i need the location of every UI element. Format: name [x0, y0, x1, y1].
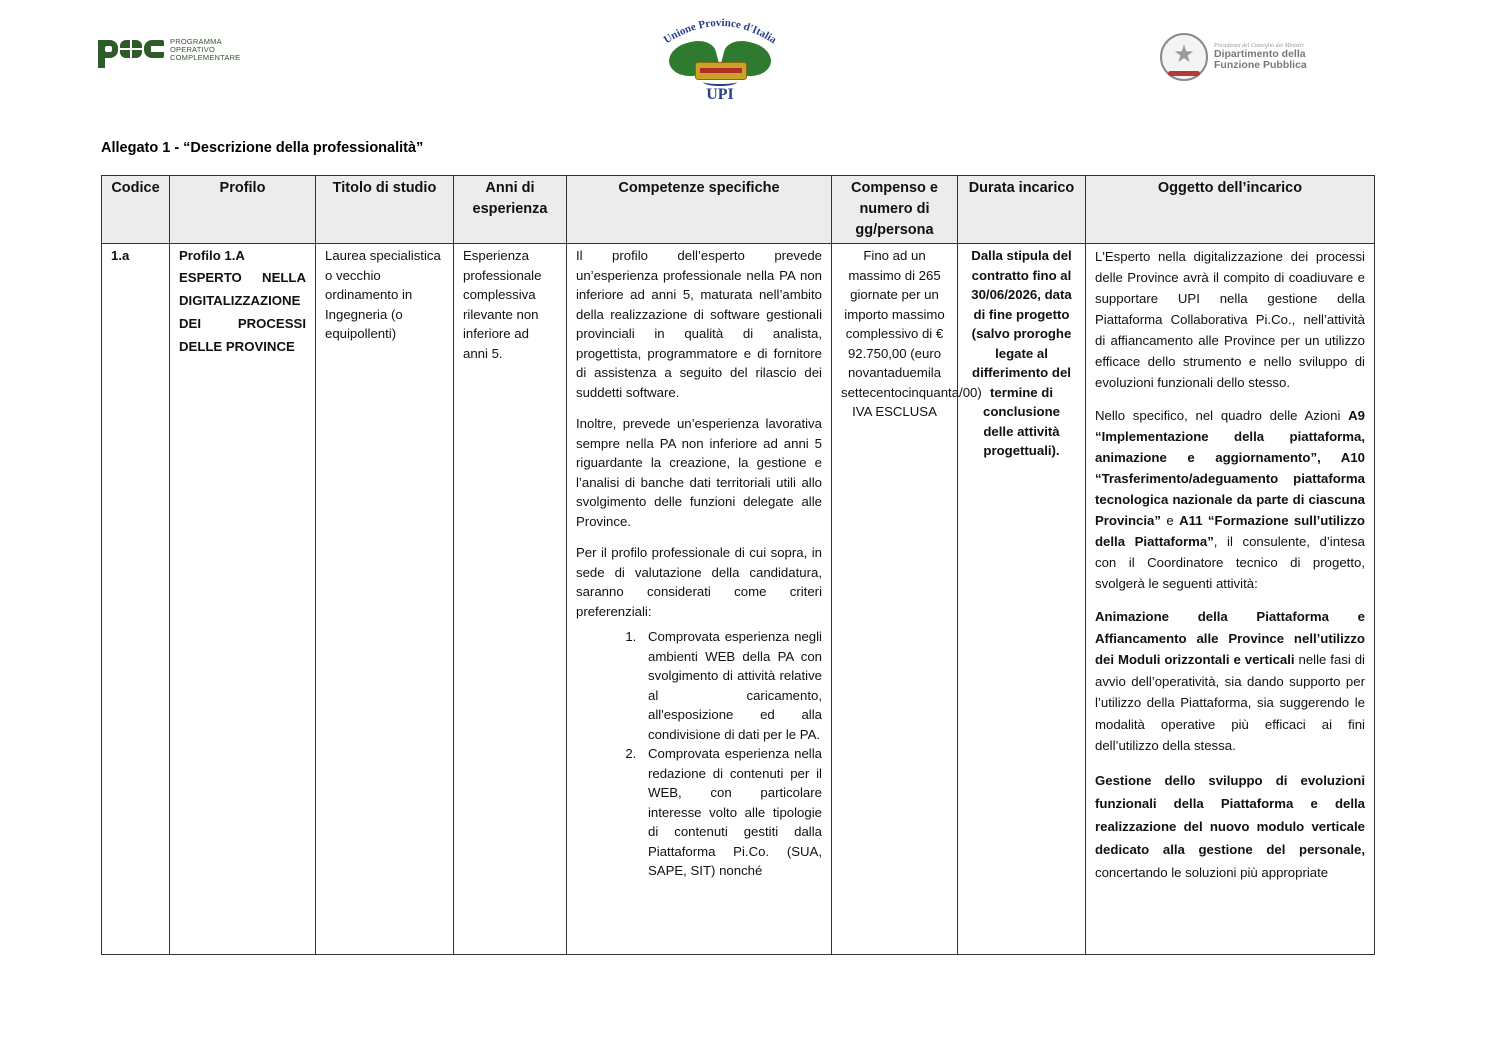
oggetto-p2-rest: , il consulente, d’intesa con il Coordinatore tecnico di progetto, svolgerà le seguenti attività: [1095, 534, 1365, 591]
oggetto-animazione-title: Animazione della Piattaforma e Affiancamento alle Province nell’utilizzo dei Moduli orizzontali e verticali [1095, 609, 1365, 667]
dfp-line-1: Dipartimento della [1214, 48, 1306, 60]
oggetto-p2-intro: Nello specifico, nel quadro delle Azioni [1095, 408, 1349, 423]
competenze-paragraph-1: Il profilo dell’esperto prevede un’esperienza professionale nella PA non inferiore ad anni 5, maturata nell’ambito della realizzazione di software gestionali provinciali in qualità di analista, progettista, programmatore e di fornitore di assistenza a seguito del rilascio dei suddetti software. [576, 248, 822, 400]
funzione-pubblica-logo [1160, 33, 1307, 81]
table-row [102, 244, 1375, 955]
document-title: Allegato 1 - “Descrizione della professionalità” [101, 140, 424, 156]
ribbon-icon [703, 78, 737, 86]
header-compenso: Compenso e numero di gg/persona [832, 176, 958, 244]
profile-table [101, 175, 1375, 955]
upi-label: UPI [706, 86, 734, 103]
oggetto-paragraph-2 [1095, 405, 1365, 594]
header-codice: Codice [102, 176, 170, 244]
cell-profilo [170, 244, 316, 955]
oggetto-azioni-a9-a10: A9 “Implementazione della piattaforma, animazione e aggiornamento”, A10 “Trasferimento/adeguamento piattaforma tecnologica nazionale da parte di ciascuna Provincia” [1095, 408, 1365, 528]
criteri-list [576, 627, 822, 881]
poc-logo-mark [98, 40, 164, 68]
cell-titolo-studio: Laurea specialistica o vecchio ordinamento in Ingegneria (o equipollenti) [316, 244, 454, 955]
oggetto-paragraph-3 [1095, 606, 1365, 757]
poc-logo-text [170, 38, 240, 62]
header-durata: Durata incarico [958, 176, 1086, 244]
competenze-paragraph-2: Inoltre, prevede un’esperienza lavorativa sempre nella PA non inferiore ad anni 5 riguardante la creazione, la gestione e l’analisi di banche dati territoriali utili allo svolgimento delle funzioni delegate alle Province. [576, 416, 822, 529]
upi-arc-text [655, 10, 785, 50]
cell-durata: Dalla stipula del contratto fino al 30/06/2026, data di fine progetto (salvo proroghe legate al differimento del termine di conclusione delle attività progettuali). [958, 244, 1086, 955]
oggetto-gestione-title: Gestione dello sviluppo di evoluzioni funzionali della Piattaforma e della realizzazione del nuovo modulo verticale dedicato alla gestione del personale, [1095, 772, 1365, 857]
oggetto-paragraph-1: L'Esperto nella digitalizzazione dei processi delle Province avrà il compito di coadiuvare e supportare UPI nella gestione della Piattaforma Collaborativa Pi.Co., nell’attività di affiancamento alle Province per un utilizzo efficace dello strumento e nello sviluppo di evoluzioni funzionali dello stesso. [1095, 249, 1365, 390]
upi-logo [655, 10, 785, 105]
criterio-item: 1. Comprovata esperienza negli ambienti WEB della PA con svolgimento di attività relative al caricamento, all'esposizione ed alla condivisione di dati per le PA. [640, 627, 822, 744]
poc-logo [98, 37, 241, 68]
cell-compenso: Fino ad un massimo di 265 giornate per un importo massimo complessivo di € 92.750,00 (euro novantaduemila settecentocinquanta/00) IVA ESCLUSA [832, 244, 958, 955]
dfp-line-2: Funzione Pubblica [1214, 59, 1307, 71]
header-oggetto: Oggetto dell’incarico [1086, 176, 1375, 244]
header-competenze: Competenze specifiche [567, 176, 832, 244]
italian-republic-emblem-icon: ★ [1160, 33, 1208, 81]
cell-competenze [567, 244, 832, 955]
cell-oggetto [1086, 244, 1375, 955]
poc-line-3: COMPLEMENTARE [170, 53, 241, 62]
cell-codice: 1.a [102, 244, 170, 955]
oggetto-paragraph-4 [1095, 769, 1365, 884]
header-titolo-studio: Titolo di studio [316, 176, 454, 244]
oggetto-p2-conj: e [1160, 513, 1180, 528]
oggetto-p4-rest: concertando le soluzioni più appropriate [1095, 864, 1329, 880]
cell-anni-esperienza: Esperienza professionale complessiva rilevante non inferiore ad anni 5. [454, 244, 567, 955]
profilo-name: ESPERTO NELLA DIGITALIZZAZIONE DEI PROCESSI DELLE PROVINCE [179, 269, 306, 354]
dfp-small-text: Presidenza del Consiglio dei Ministri [1214, 43, 1304, 49]
competenze-paragraph-3: Per il profilo professionale di cui sopra, in sede di valutazione della candidatura, saranno considerati come criteri preferenziali: [576, 545, 822, 619]
header-profilo: Profilo [170, 176, 316, 244]
poc-line-1: PROGRAMMA [170, 37, 222, 46]
oggetto-azione-a11: A11 “Formazione sull’utilizzo della Piattaforma” [1095, 513, 1365, 549]
criterio-item: 2. Comprovata esperienza nella redazione di contenuti per il WEB, con particolare interesse volto alle tipologie di contenuti gestiti dalla Piattaforma Pi.Co. (SUA, SAPE, SIT) nonché [640, 744, 822, 881]
poc-line-2: OPERATIVO [170, 45, 216, 54]
svg-text:Unione Province d'Italia: Unione Province d'Italia [661, 16, 779, 47]
header-anni-esperienza: Anni di esperienza [454, 176, 567, 244]
oggetto-p3-rest: nelle fasi di avvio dell’operatività, sia dando supporto per l’utilizzo della Piattaforma, sia suggerendo le modalità operative più efficaci ai fini dell’utilizzo della stessa. [1095, 652, 1365, 753]
profilo-title: Profilo 1.A [179, 248, 245, 263]
table-header-row [102, 176, 1375, 244]
